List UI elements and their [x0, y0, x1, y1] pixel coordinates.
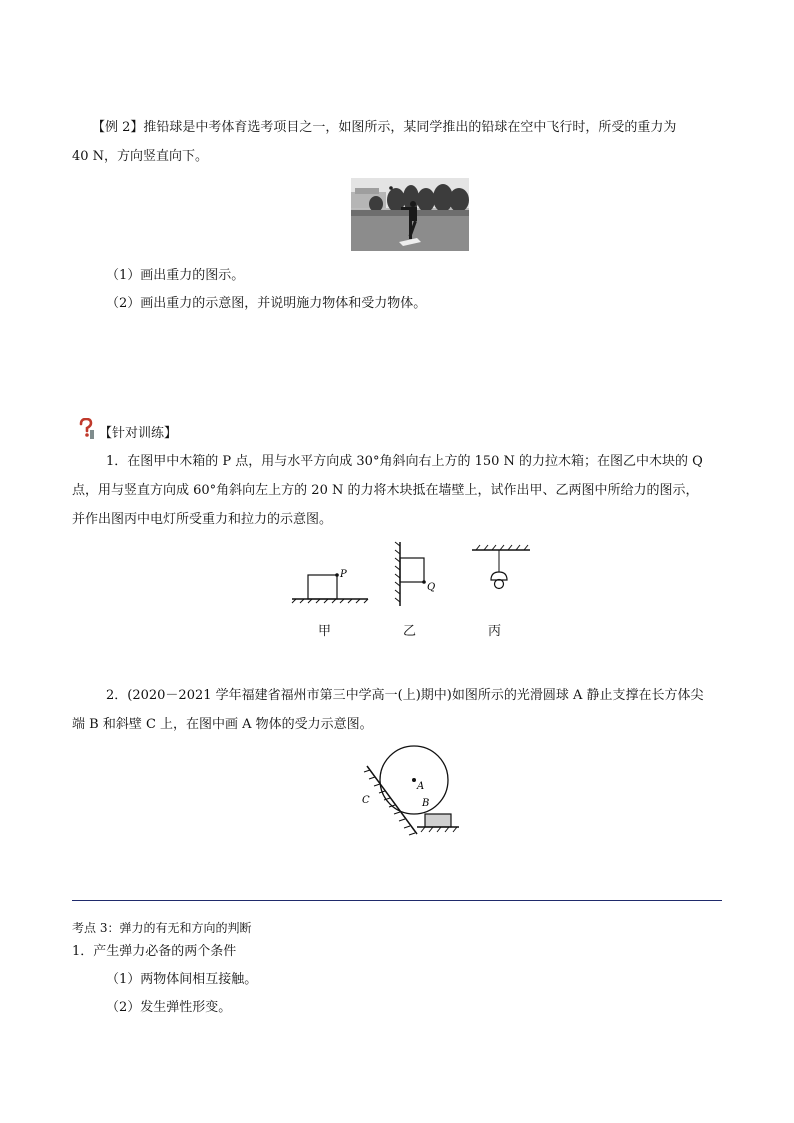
training-p1-line3: 并作出图丙中电灯所受重力和拉力的示意图。	[72, 512, 333, 527]
example2-question-1: （1）画出重力的图示。	[106, 268, 245, 283]
example2-line2: 40 N，方向竖直向下。	[72, 149, 209, 164]
figure-bing-lamp	[470, 542, 532, 602]
topic3-item1: 1．产生弹力必备的两个条件	[72, 944, 237, 959]
figure-label-bing: 丙	[488, 624, 502, 639]
label-c: C	[362, 795, 370, 806]
topic3-heading: 考点 3：弹力的有无和方向的判断	[72, 921, 252, 935]
figure-jia-crate	[290, 565, 370, 605]
training-heading: 【针对训练】	[99, 426, 178, 441]
figure-label-jia: 甲	[318, 624, 332, 639]
point-q-label: Q	[427, 582, 436, 593]
topic3-condition-1: （1）两物体间相互接触。	[106, 972, 258, 987]
point-p-label: P	[340, 569, 347, 580]
topic3-condition-2: （2）发生弹性形变。	[106, 1000, 232, 1015]
question-mark-icon	[78, 418, 96, 440]
sphere-support-figure	[355, 744, 465, 840]
example2-question-2: （2）画出重力的示意图，并说明施力物体和受力物体。	[106, 296, 427, 311]
training-p1-line2: 点，用与竖直方向成 60°角斜向左上方的 20 N 的力将木块抵在墙壁上，试作出甲、乙两图中所给力的图示，	[72, 483, 699, 498]
shot-put-photo	[351, 178, 469, 251]
example2-line1: 【例 2】推铅球是中考体育选考项目之一，如图所示，某同学推出的铅球在空中飞行时，所受的重力为	[92, 120, 677, 135]
training-p2-line2: 端 B 和斜壁 C 上，在图中画 A 物体的受力示意图。	[72, 717, 373, 732]
training-p2-line1: 2．(2020－2021 学年福建省福州市第三中学高一(上)期中)如图所示的光滑圆球 A 静止支撑在长方体尖	[106, 688, 704, 703]
training-p1-line1: 1．在图甲中木箱的 P 点，用与水平方向成 30°角斜向右上方的 150 N 的力拉木箱；在图乙中木块的 Q	[106, 454, 703, 469]
section-divider	[72, 900, 722, 901]
label-b: B	[422, 798, 430, 809]
figure-label-yi: 乙	[403, 624, 417, 639]
figure-yi-wall-block	[388, 540, 448, 608]
label-a: A	[417, 781, 425, 792]
